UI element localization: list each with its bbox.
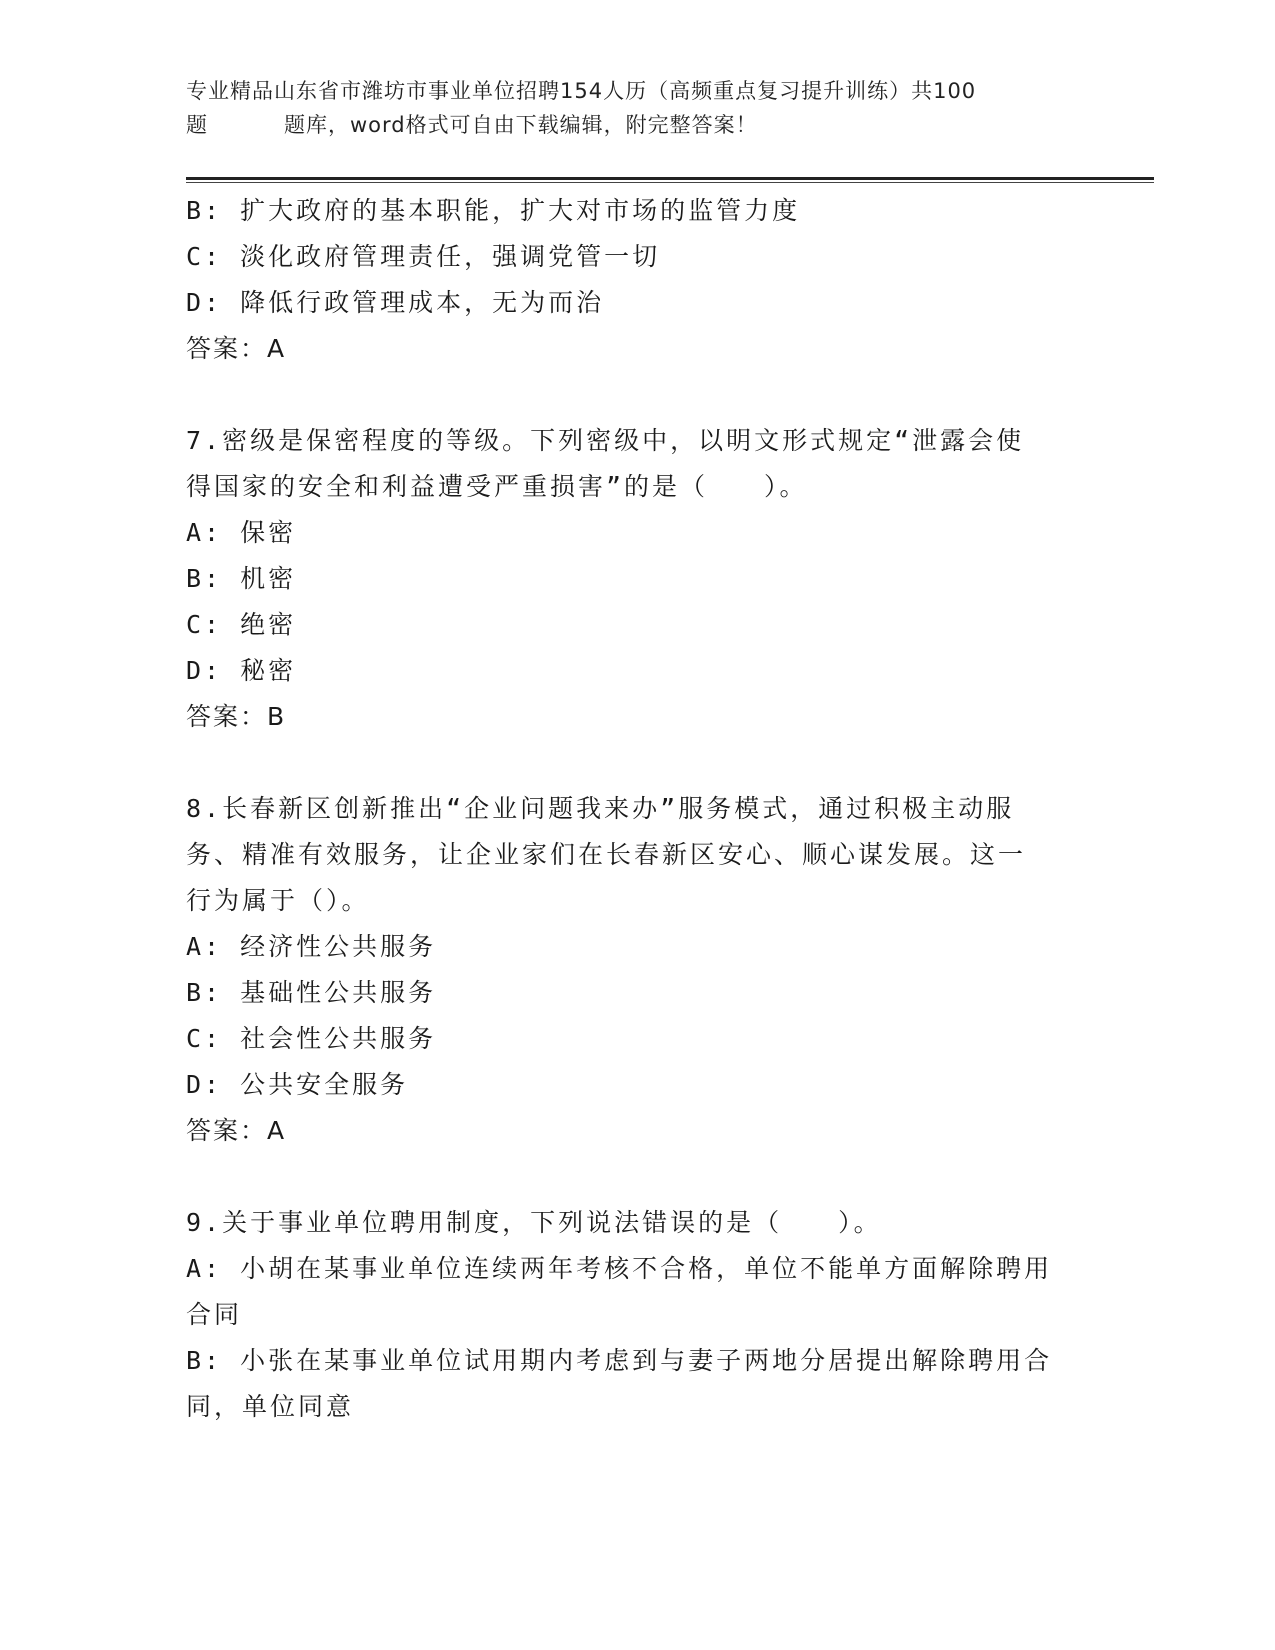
question-7	[186, 418, 1086, 740]
question-6-option-d: D: 降低行政管理成本，无为而治	[186, 288, 605, 317]
question-9-option-b-line-2: 同，单位同意	[186, 1392, 355, 1421]
question-6-option-c: C: 淡化政府管理责任，强调党管一切	[186, 242, 661, 271]
question-9-stem-line-1: 9.关于事业单位聘用制度，下列说法错误的是（ ）。	[186, 1208, 882, 1237]
question-7-option-d: D: 秘密	[186, 656, 297, 685]
question-7-stem-line-2: 得国家的安全和利益遭受严重损害”的是（ ）。	[186, 472, 808, 501]
header-title-line-2	[186, 108, 1086, 142]
question-9-option-a-line-1: A: 小胡在某事业单位连续两年考核不合格，单位不能单方面解除聘用	[186, 1254, 1053, 1283]
spacer	[186, 740, 1086, 786]
question-9-option-a-line-2: 合同	[186, 1300, 243, 1329]
question-7-option-a: A: 保密	[186, 518, 297, 547]
question-7-answer: 答案：B	[186, 702, 287, 731]
question-8-answer: 答案：A	[186, 1116, 287, 1145]
question-8-stem-line-3: 行为属于（）。	[186, 886, 370, 915]
question-8-option-d: D: 公共安全服务	[186, 1070, 409, 1099]
header-divider-thin	[186, 182, 1154, 183]
question-8	[186, 786, 1086, 1154]
document-header	[186, 74, 1086, 142]
question-8-stem-line-2: 务、精准有效服务，让企业家们在长春新区安心、顺心谋发展。这一	[186, 840, 1027, 869]
question-9	[186, 1200, 1086, 1430]
question-8-option-c: C: 社会性公共服务	[186, 1024, 437, 1053]
header-divider-thick	[186, 177, 1154, 180]
question-8-stem-line-1: 8.长春新区创新推出“企业问题我来办”服务模式，通过积极主动服	[186, 794, 1015, 823]
question-7-stem-line-1: 7.密级是保密程度的等级。下列密级中，以明文形式规定“泄露会使	[186, 426, 1025, 455]
question-6-option-b: B: 扩大政府的基本职能，扩大对市场的监管力度	[186, 196, 801, 225]
question-7-option-c: C: 绝密	[186, 610, 297, 639]
question-9-option-b-line-1: B: 小张在某事业单位试用期内考虑到与妻子两地分居提出解除聘用合	[186, 1346, 1053, 1375]
header-title-rest: 题库，word格式可自由下载编辑，附完整答案！	[284, 113, 758, 137]
spacer	[186, 1154, 1086, 1200]
question-7-option-b: B: 机密	[186, 564, 297, 593]
question-6	[186, 188, 1086, 372]
spacer	[186, 372, 1086, 418]
question-list	[186, 188, 1086, 1430]
question-8-option-b: B: 基础性公共服务	[186, 978, 437, 1007]
question-6-answer: 答案：A	[186, 334, 287, 363]
question-8-option-a: A: 经济性公共服务	[186, 932, 437, 961]
header-title-lead: 题	[186, 113, 208, 137]
header-title-line-1: 专业精品山东省市潍坊市事业单位招聘154人历（高频重点复习提升训练）共100	[186, 79, 977, 103]
